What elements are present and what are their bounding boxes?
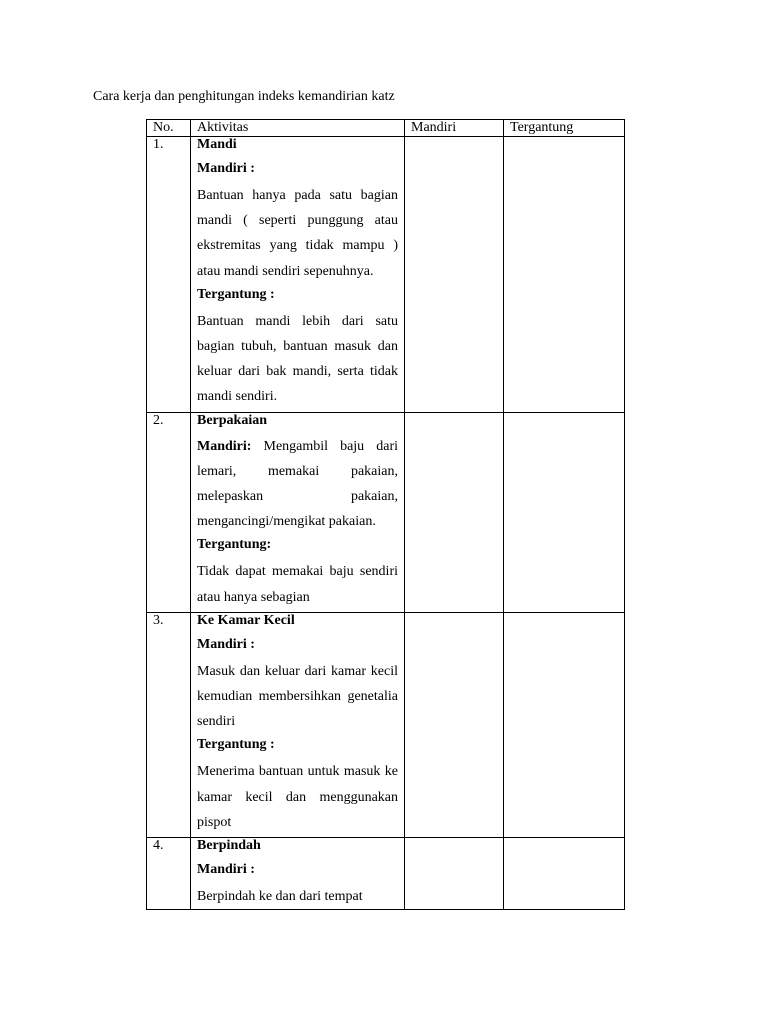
- row-number: 4.: [147, 838, 191, 910]
- katz-index-table: [146, 119, 625, 910]
- tergantung-check-cell[interactable]: [504, 612, 625, 837]
- row-number: 1.: [147, 137, 191, 413]
- tergantung-label: Tergantung :: [197, 286, 275, 302]
- tergantung-check-cell[interactable]: [504, 137, 625, 413]
- table-row: [147, 612, 625, 837]
- table-row: [147, 137, 625, 413]
- row-number: 3.: [147, 612, 191, 837]
- activity-title: Berpindah: [197, 838, 261, 854]
- tergantung-description: Tidak dapat memakai baju sendiri atau hanya sebagian: [197, 564, 398, 605]
- mandiri-description: Bantuan hanya pada satu bagian mandi ( seperti punggung atau ekstremitas yang tidak mampu ) atau mandi sendiri sepenuhnya.: [197, 188, 398, 279]
- mandiri-label: Mandiri :: [197, 161, 255, 176]
- activity-cell: [191, 838, 405, 910]
- table-header-row: [147, 120, 625, 137]
- mandiri-paragraph: [197, 434, 398, 535]
- mandiri-description: Mengambil baju dari lemari, memakai pakaian, melepaskan pakaian, mengancingi/mengikat pakaian.: [197, 438, 398, 530]
- tergantung-description: Bantuan mandi lebih dari satu bagian tubuh, bantuan masuk dan keluar dari bak mandi, serta tidak mandi sendiri.: [197, 313, 398, 405]
- activity-cell: [191, 137, 405, 413]
- mandiri-label: Mandiri :: [197, 862, 255, 878]
- mandiri-check-cell[interactable]: [405, 137, 504, 413]
- mandiri-label: Mandiri :: [197, 636, 255, 652]
- mandiri-check-cell[interactable]: [405, 412, 504, 612]
- header-no: No.: [147, 120, 191, 137]
- mandiri-description: Masuk dan keluar dari kamar kecil kemudian membersihkan genetalia sendiri: [197, 663, 398, 730]
- tergantung-label: Tergantung:: [197, 537, 272, 553]
- tergantung-check-cell[interactable]: [504, 838, 625, 910]
- header-tergantung: Tergantung: [504, 120, 625, 137]
- tergantung-description: Menerima bantuan untuk masuk ke kamar kecil dan menggunakan pispot: [197, 764, 398, 830]
- tergantung-check-cell[interactable]: [504, 412, 625, 612]
- row-number: 2.: [147, 412, 191, 612]
- activity-title: Mandi: [197, 137, 237, 152]
- table-row: [147, 838, 625, 910]
- activity-cell: [191, 412, 405, 612]
- activity-title: Ke Kamar Kecil: [197, 612, 295, 628]
- tergantung-label: Tergantung :: [197, 737, 275, 753]
- header-aktivitas: Aktivitas: [191, 120, 405, 137]
- mandiri-check-cell[interactable]: [405, 612, 504, 837]
- header-mandiri: Mandiri: [405, 120, 504, 137]
- document-title: Cara kerja dan penghitungan indeks kemandirian katz: [93, 89, 395, 104]
- activity-title: Berpakaian: [197, 412, 268, 428]
- activity-cell: [191, 612, 405, 837]
- mandiri-description: Berpindah ke dan dari tempat: [197, 889, 363, 905]
- mandiri-check-cell[interactable]: [405, 838, 504, 910]
- table-row: [147, 412, 625, 612]
- mandiri-label: Mandiri:: [197, 438, 252, 454]
